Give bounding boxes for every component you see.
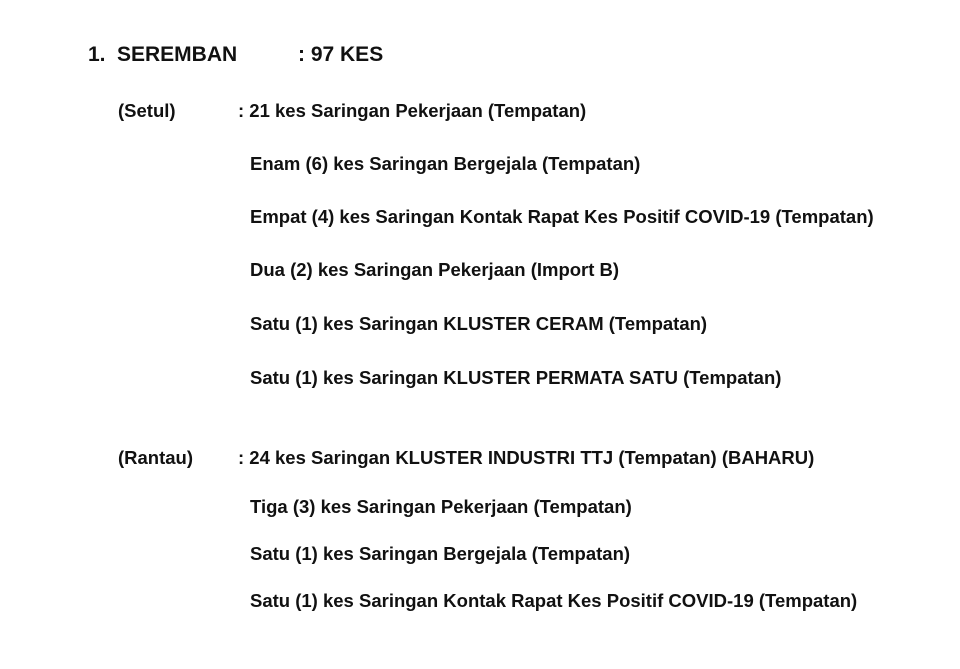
area-label-setul: (Setul) — [118, 100, 176, 121]
district-total: : 97 KES — [298, 43, 384, 66]
district-heading — [88, 43, 383, 67]
district-name: SEREMBAN — [117, 43, 238, 66]
case-line: Satu (1) kes Saringan Kontak Rapat Kes Positif COVID-19 (Tempatan) — [250, 590, 858, 611]
area-label-rantau: (Rantau) — [118, 447, 194, 468]
item-number: 1. — [88, 43, 106, 66]
case-line: Satu (1) kes Saringan KLUSTER CERAM (Tempatan) — [250, 313, 708, 334]
case-line: : 24 kes Saringan KLUSTER INDUSTRI TTJ (Tempatan) (BAHARU) — [238, 447, 815, 468]
case-line: Satu (1) kes Saringan Bergejala (Tempatan) — [250, 543, 631, 564]
case-line: Empat (4) kes Saringan Kontak Rapat Kes Positif COVID-19 (Tempatan) — [250, 206, 874, 227]
case-line: Enam (6) kes Saringan Bergejala (Tempatan) — [250, 153, 641, 174]
case-line: Tiga (3) kes Saringan Pekerjaan (Tempatan) — [250, 496, 632, 517]
case-line: Dua (2) kes Saringan Pekerjaan (Import B) — [250, 259, 620, 280]
case-line: : 21 kes Saringan Pekerjaan (Tempatan) — [238, 100, 587, 121]
case-line: Satu (1) kes Saringan KLUSTER PERMATA SATU (Tempatan) — [250, 367, 782, 388]
